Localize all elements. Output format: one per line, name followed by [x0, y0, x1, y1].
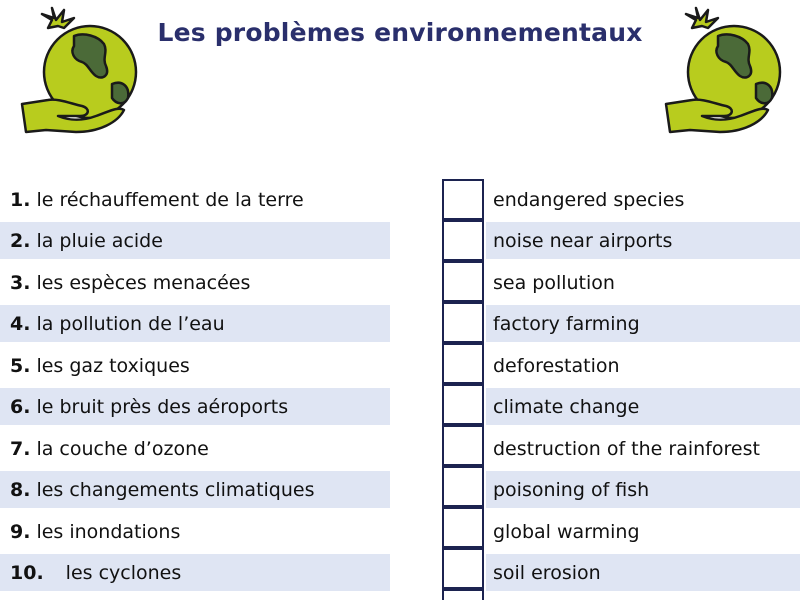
answer-box[interactable] — [442, 302, 484, 343]
item-number: 3. — [10, 271, 31, 294]
item-number: 1. — [10, 188, 31, 211]
english-item: soil erosion — [486, 554, 800, 591]
english-item: poisoning of fish — [486, 471, 800, 508]
globe-in-hand-icon — [18, 6, 138, 141]
item-text: la couche d’ozone — [36, 437, 209, 460]
item-text: les espèces menacées — [36, 271, 251, 294]
item-text: le réchauffement de la terre — [36, 188, 304, 211]
item-text: la pollution de l’eau — [36, 312, 225, 335]
answer-box[interactable] — [442, 507, 484, 548]
english-item: destruction of the rainforest — [493, 437, 760, 460]
item-text: le bruit près des aéroports — [36, 395, 289, 418]
item-text: la pluie acide — [36, 229, 163, 252]
item-number: 7. — [10, 437, 31, 460]
item-number: 4. — [10, 312, 31, 335]
item-number: 6. — [10, 395, 31, 418]
english-item: climate change — [486, 388, 800, 425]
item-number: 2. — [10, 229, 31, 252]
answer-box[interactable] — [442, 179, 484, 220]
french-item — [0, 430, 390, 467]
answer-box — [442, 589, 484, 600]
answer-box[interactable] — [442, 261, 484, 302]
french-item — [0, 347, 390, 384]
answer-box[interactable] — [442, 384, 484, 425]
english-item: deforestation — [493, 354, 620, 377]
answer-box[interactable] — [442, 425, 484, 466]
page-title: Les problèmes environnementaux — [157, 18, 643, 47]
item-text: les inondations — [36, 520, 181, 543]
item-text: les gaz toxiques — [36, 354, 190, 377]
french-item — [0, 471, 390, 508]
item-text: les cyclones — [65, 561, 182, 584]
english-item: factory farming — [486, 305, 800, 342]
answer-box[interactable] — [442, 343, 484, 384]
item-text: les changements climatiques — [36, 478, 315, 501]
french-item — [0, 305, 390, 342]
item-number: 5. — [10, 354, 31, 377]
answer-box[interactable] — [442, 220, 484, 261]
french-item — [0, 513, 390, 550]
item-number: 10. — [10, 561, 44, 584]
item-number: 8. — [10, 478, 31, 501]
english-item: sea pollution — [493, 271, 615, 294]
french-item — [0, 264, 390, 301]
french-item — [0, 554, 390, 591]
english-item: global warming — [493, 520, 640, 543]
item-number: 9. — [10, 520, 31, 543]
english-item: endangered species — [493, 188, 685, 211]
french-item — [0, 181, 390, 218]
english-item: noise near airports — [486, 222, 800, 259]
globe-in-hand-icon — [662, 6, 782, 141]
french-item — [0, 388, 390, 425]
french-item — [0, 222, 390, 259]
answer-box[interactable] — [442, 548, 484, 589]
answer-box[interactable] — [442, 466, 484, 507]
